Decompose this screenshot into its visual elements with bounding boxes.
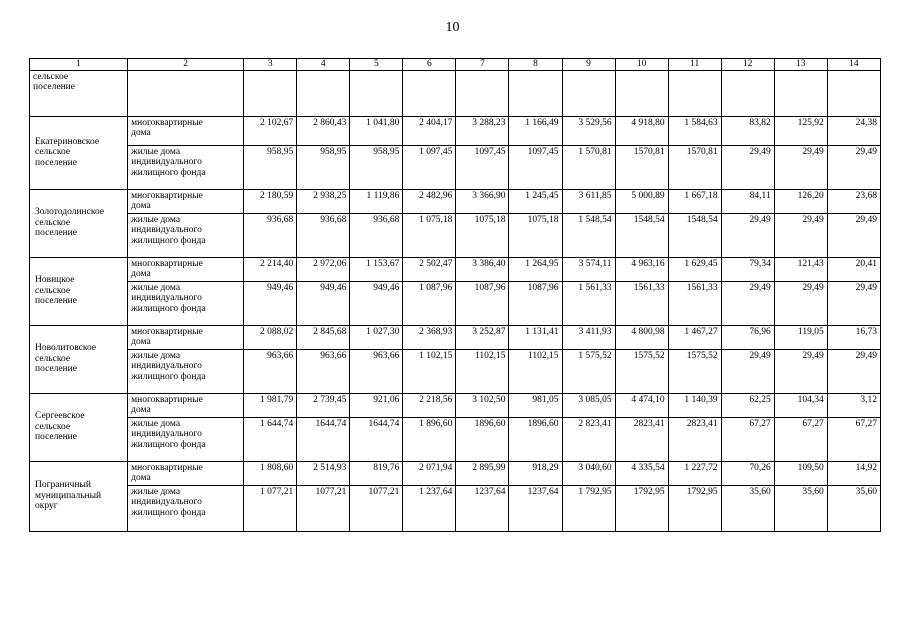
empty-cell	[403, 70, 456, 116]
municipality-cell: сельское поселение	[30, 70, 128, 116]
value-cell: 1561,33	[615, 281, 668, 325]
housing-type-cell: многоквартирные дома	[128, 325, 244, 349]
value-cell: 1 227,72	[668, 461, 721, 485]
value-cell: 20,41	[827, 257, 880, 281]
value-cell: 2 368,93	[403, 325, 456, 349]
column-header: 8	[509, 59, 562, 71]
value-cell: 1097,45	[456, 145, 509, 189]
value-cell: 1 981,79	[244, 393, 297, 417]
value-cell: 67,27	[827, 417, 880, 461]
value-cell: 83,82	[721, 116, 774, 145]
table-row	[30, 145, 881, 189]
table-row	[30, 461, 881, 485]
housing-type-cell: жилые дома индивидуального жилищного фонда	[128, 349, 244, 393]
value-cell: 3 529,56	[562, 116, 615, 145]
column-header: 13	[774, 59, 827, 71]
value-cell: 1 077,21	[244, 485, 297, 531]
value-cell: 819,76	[350, 461, 403, 485]
table-row	[30, 349, 881, 393]
value-cell: 4 800,98	[615, 325, 668, 349]
value-cell: 62,25	[721, 393, 774, 417]
value-cell: 35,60	[827, 485, 880, 531]
value-cell: 1 570,81	[562, 145, 615, 189]
value-cell: 29,49	[827, 213, 880, 257]
value-cell: 3 040,60	[562, 461, 615, 485]
value-cell: 1 644,74	[244, 417, 297, 461]
empty-cell	[562, 70, 615, 116]
column-header: 14	[827, 59, 880, 71]
value-cell: 1896,60	[456, 417, 509, 461]
value-cell: 1 575,52	[562, 349, 615, 393]
value-cell: 1 245,45	[509, 189, 562, 213]
value-cell: 2 823,41	[562, 417, 615, 461]
value-cell: 70,26	[721, 461, 774, 485]
value-cell: 23,68	[827, 189, 880, 213]
housing-type-cell: жилые дома индивидуального жилищного фонда	[128, 145, 244, 189]
housing-type-cell: многоквартирные дома	[128, 393, 244, 417]
column-header: 10	[615, 59, 668, 71]
municipality-cell: Пограничный муниципальный округ	[30, 461, 128, 531]
column-header: 5	[350, 59, 403, 71]
value-cell: 76,96	[721, 325, 774, 349]
value-cell: 1 027,30	[350, 325, 403, 349]
housing-type-cell: многоквартирные дома	[128, 461, 244, 485]
value-cell: 79,34	[721, 257, 774, 281]
tariff-table	[29, 58, 881, 532]
value-cell: 1 237,64	[403, 485, 456, 531]
value-cell: 1 467,27	[668, 325, 721, 349]
value-cell: 29,49	[721, 281, 774, 325]
housing-type-cell: жилые дома индивидуального жилищного фонда	[128, 417, 244, 461]
table-row	[30, 393, 881, 417]
value-cell: 2 102,67	[244, 116, 297, 145]
value-cell: 2 895,99	[456, 461, 509, 485]
value-cell: 1570,81	[615, 145, 668, 189]
housing-type-cell: жилые дома индивидуального жилищного фонда	[128, 485, 244, 531]
value-cell: 2 739,45	[297, 393, 350, 417]
value-cell: 1087,96	[509, 281, 562, 325]
column-header: 6	[403, 59, 456, 71]
value-cell: 1075,18	[456, 213, 509, 257]
value-cell: 3 366,90	[456, 189, 509, 213]
value-cell: 119,05	[774, 325, 827, 349]
municipality-cell: Сергеевское сельское поселение	[30, 393, 128, 461]
municipality-cell: Екатериновское сельское поселение	[30, 116, 128, 189]
value-cell: 2 404,17	[403, 116, 456, 145]
value-cell: 1 792,95	[562, 485, 615, 531]
empty-cell	[244, 70, 297, 116]
value-cell: 1075,18	[509, 213, 562, 257]
value-cell: 29,49	[721, 213, 774, 257]
value-cell: 4 474,10	[615, 393, 668, 417]
value-cell: 1575,52	[615, 349, 668, 393]
value-cell: 936,68	[350, 213, 403, 257]
municipality-cell: Новолитовское сельское поселение	[30, 325, 128, 393]
value-cell: 14,92	[827, 461, 880, 485]
value-cell: 1 075,18	[403, 213, 456, 257]
housing-type-cell: жилые дома индивидуального жилищного фонда	[128, 281, 244, 325]
value-cell: 2 482,96	[403, 189, 456, 213]
value-cell: 963,66	[297, 349, 350, 393]
table-row	[30, 189, 881, 213]
value-cell: 1097,45	[509, 145, 562, 189]
housing-type-cell: многоквартирные дома	[128, 189, 244, 213]
value-cell: 84,11	[721, 189, 774, 213]
value-cell: 3 288,23	[456, 116, 509, 145]
column-header: 1	[30, 59, 128, 71]
value-cell: 126,20	[774, 189, 827, 213]
value-cell: 2 218,56	[403, 393, 456, 417]
value-cell: 2 860,43	[297, 116, 350, 145]
value-cell: 35,60	[774, 485, 827, 531]
value-cell: 958,95	[350, 145, 403, 189]
value-cell: 949,46	[297, 281, 350, 325]
value-cell: 2 938,25	[297, 189, 350, 213]
value-cell: 2823,41	[615, 417, 668, 461]
value-cell: 1 119,86	[350, 189, 403, 213]
value-cell: 29,49	[774, 145, 827, 189]
table-row	[30, 213, 881, 257]
value-cell: 1 896,60	[403, 417, 456, 461]
value-cell: 918,29	[509, 461, 562, 485]
value-cell: 29,49	[721, 349, 774, 393]
empty-cell	[509, 70, 562, 116]
value-cell: 67,27	[721, 417, 774, 461]
value-cell: 4 918,80	[615, 116, 668, 145]
empty-cell	[297, 70, 350, 116]
value-cell: 3 574,11	[562, 257, 615, 281]
column-header: 7	[456, 59, 509, 71]
value-cell: 1237,64	[456, 485, 509, 531]
value-cell: 29,49	[774, 213, 827, 257]
value-cell: 1644,74	[350, 417, 403, 461]
column-header: 3	[244, 59, 297, 71]
empty-cell	[350, 70, 403, 116]
value-cell: 1644,74	[297, 417, 350, 461]
value-cell: 2 180,59	[244, 189, 297, 213]
value-cell: 1 041,80	[350, 116, 403, 145]
housing-type-cell: многоквартирные дома	[128, 257, 244, 281]
value-cell: 29,49	[774, 281, 827, 325]
value-cell: 963,66	[350, 349, 403, 393]
empty-cell	[774, 70, 827, 116]
value-cell: 29,49	[827, 145, 880, 189]
value-cell: 2 514,93	[297, 461, 350, 485]
value-cell: 1 153,67	[350, 257, 403, 281]
table-row	[30, 116, 881, 145]
value-cell: 3,12	[827, 393, 880, 417]
value-cell: 2 972,06	[297, 257, 350, 281]
value-cell: 104,34	[774, 393, 827, 417]
column-header: 12	[721, 59, 774, 71]
value-cell: 981,05	[509, 393, 562, 417]
value-cell: 1 166,49	[509, 116, 562, 145]
value-cell: 67,27	[774, 417, 827, 461]
value-cell: 2 071,94	[403, 461, 456, 485]
value-cell: 1 667,18	[668, 189, 721, 213]
value-cell: 1102,15	[509, 349, 562, 393]
housing-type-cell: многоквартирные дома	[128, 116, 244, 145]
value-cell: 936,68	[297, 213, 350, 257]
value-cell: 35,60	[721, 485, 774, 531]
value-cell: 2 088,02	[244, 325, 297, 349]
housing-type-cell: жилые дома индивидуального жилищного фонда	[128, 213, 244, 257]
value-cell: 1 808,60	[244, 461, 297, 485]
value-cell: 1792,95	[615, 485, 668, 531]
value-cell: 29,49	[827, 281, 880, 325]
value-cell: 1 629,45	[668, 257, 721, 281]
header-row	[30, 59, 881, 71]
empty-cell	[668, 70, 721, 116]
value-cell: 1896,60	[509, 417, 562, 461]
value-cell: 1 097,45	[403, 145, 456, 189]
value-cell: 3 411,93	[562, 325, 615, 349]
municipality-cell: Новицкое сельское поселение	[30, 257, 128, 325]
value-cell: 949,46	[244, 281, 297, 325]
value-cell: 936,68	[244, 213, 297, 257]
value-cell: 921,06	[350, 393, 403, 417]
value-cell: 1237,64	[509, 485, 562, 531]
empty-cell	[456, 70, 509, 116]
value-cell: 109,50	[774, 461, 827, 485]
empty-cell	[615, 70, 668, 116]
column-header: 9	[562, 59, 615, 71]
value-cell: 29,49	[827, 349, 880, 393]
value-cell: 1 102,15	[403, 349, 456, 393]
value-cell: 1575,52	[668, 349, 721, 393]
value-cell: 1077,21	[350, 485, 403, 531]
table-row	[30, 485, 881, 531]
value-cell: 1077,21	[297, 485, 350, 531]
value-cell: 5 000,89	[615, 189, 668, 213]
table-row	[30, 417, 881, 461]
municipality-cell: Золотодолинское сельское поселение	[30, 189, 128, 257]
value-cell: 24,38	[827, 116, 880, 145]
table-row	[30, 325, 881, 349]
value-cell: 16,73	[827, 325, 880, 349]
value-cell: 3 085,05	[562, 393, 615, 417]
value-cell: 125,92	[774, 116, 827, 145]
value-cell: 3 252,87	[456, 325, 509, 349]
value-cell: 4 335,54	[615, 461, 668, 485]
value-cell: 1 584,63	[668, 116, 721, 145]
value-cell: 3 102,50	[456, 393, 509, 417]
value-cell: 1 264,95	[509, 257, 562, 281]
table-row	[30, 257, 881, 281]
empty-cell	[721, 70, 774, 116]
value-cell: 958,95	[297, 145, 350, 189]
value-cell: 1792,95	[668, 485, 721, 531]
value-cell: 949,46	[350, 281, 403, 325]
value-cell: 121,43	[774, 257, 827, 281]
value-cell: 2 214,40	[244, 257, 297, 281]
empty-cell	[128, 70, 244, 116]
value-cell: 3 386,40	[456, 257, 509, 281]
value-cell: 1570,81	[668, 145, 721, 189]
column-header: 11	[668, 59, 721, 71]
value-cell: 29,49	[774, 349, 827, 393]
page-number: 10	[445, 20, 460, 35]
value-cell: 1102,15	[456, 349, 509, 393]
value-cell: 963,66	[244, 349, 297, 393]
value-cell: 1548,54	[668, 213, 721, 257]
value-cell: 1 087,96	[403, 281, 456, 325]
value-cell: 2823,41	[668, 417, 721, 461]
value-cell: 1561,33	[668, 281, 721, 325]
value-cell: 1 140,39	[668, 393, 721, 417]
empty-cell	[827, 70, 880, 116]
value-cell: 1548,54	[615, 213, 668, 257]
value-cell: 1087,96	[456, 281, 509, 325]
table-row	[30, 281, 881, 325]
column-header: 2	[128, 59, 244, 71]
value-cell: 3 611,85	[562, 189, 615, 213]
value-cell: 958,95	[244, 145, 297, 189]
value-cell: 2 845,68	[297, 325, 350, 349]
column-header: 4	[297, 59, 350, 71]
value-cell: 1 548,54	[562, 213, 615, 257]
value-cell: 2 502,47	[403, 257, 456, 281]
value-cell: 4 963,16	[615, 257, 668, 281]
value-cell: 1 131,41	[509, 325, 562, 349]
table-row	[30, 70, 881, 116]
value-cell: 29,49	[721, 145, 774, 189]
value-cell: 1 561,33	[562, 281, 615, 325]
